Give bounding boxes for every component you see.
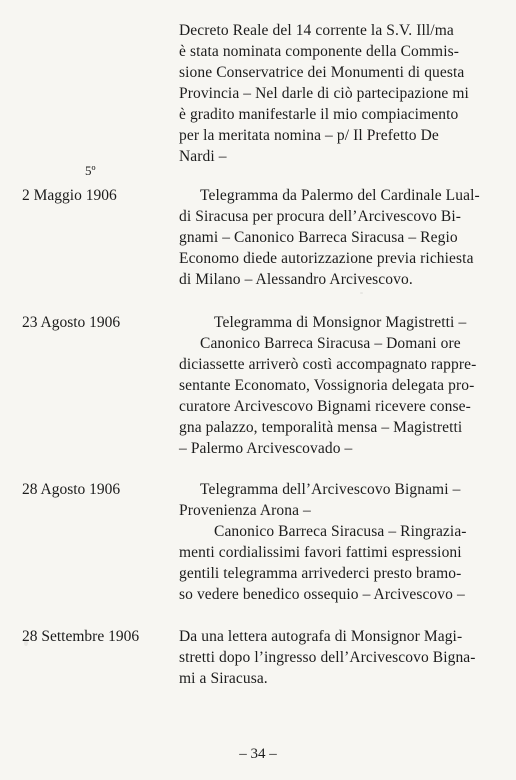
entry-text-line: stretti dopo l’ingresso dell’Arcivescovo Bigna- (179, 649, 476, 666)
scan-speck (360, 292, 363, 294)
entry-text-line: gna palazzo, temporalità mensa – Magistretti (179, 419, 463, 436)
entry-text-line: Telegramma di Monsignor Magistretti – (214, 314, 467, 331)
entry-date: 23 Agosto 1906 (22, 314, 121, 331)
entry-text-line: sentante Economato, Vossignoria delegata pro- (179, 377, 475, 394)
entry-number-marker: 5º (85, 163, 96, 178)
entry-text-line: Canonico Barreca Siracusa – Domani ore (200, 335, 461, 352)
intro-line: Provincia – Nel darle di ciò partecipazione mi (179, 85, 469, 102)
entry-date: 28 Settembre 1906 (22, 628, 140, 645)
intro-line: Decreto Reale del 14 corrente la S.V. Ill/ma (179, 22, 454, 39)
entry-text-line: – Palermo Arcivescovado – (179, 440, 353, 457)
entry-text-line: di Milano – Alessandro Arcivescovo. (179, 271, 413, 288)
entry-text-line: Economo diede autorizzazione previa richiesta (179, 250, 474, 267)
entry-text-line: so vedere benedico ossequio – Arcivescovo – (179, 586, 465, 603)
entry-date: 28 Agosto 1906 (22, 481, 121, 498)
entry-text-line: Telegramma da Palermo del Cardinale Lual- (200, 187, 480, 204)
entry-text-line: gentili telegramma arrivederci presto bramo- (179, 565, 462, 582)
entry-text-line: Provenienza Arona – (179, 502, 311, 519)
entry-text-line: curatore Arcivescovo Bignami ricevere conse- (179, 398, 471, 415)
intro-line: Nardi – (179, 148, 227, 165)
entry-text-line: Da una lettera autografa di Monsignor Magi- (179, 628, 463, 645)
intro-line: è gradito manifestarle il mio compiacimento (179, 106, 459, 123)
entry-text-line: mi a Siracusa. (179, 670, 268, 687)
entry-date: 2 Maggio 1906 (22, 187, 117, 204)
entry-text-line: diciassette arriverò costì accompagnato rappre- (179, 356, 477, 373)
intro-line: sione Conservatrice dei Monumenti di questa (179, 64, 465, 81)
entry-text-line: di Siracusa per procura dell’Arcivescovo Bi- (179, 208, 462, 225)
intro-line: è stata nominata componente della Commis- (179, 43, 460, 60)
entry-text-line: gnami – Canonico Barreca Siracusa – Regio (179, 229, 458, 246)
scan-speck (24, 640, 28, 646)
intro-line: per la meritata nomina – p/ Il Prefetto De (179, 127, 439, 144)
entry-text-line: Canonico Barreca Siracusa – Ringrazia- (214, 523, 467, 540)
entry-text-line: Telegramma dell’Arcivescovo Bignami – (200, 481, 461, 498)
entry-text-line: menti cordialissimi favori fattimi espressioni (179, 544, 462, 561)
page-number: – 34 – (239, 746, 277, 762)
